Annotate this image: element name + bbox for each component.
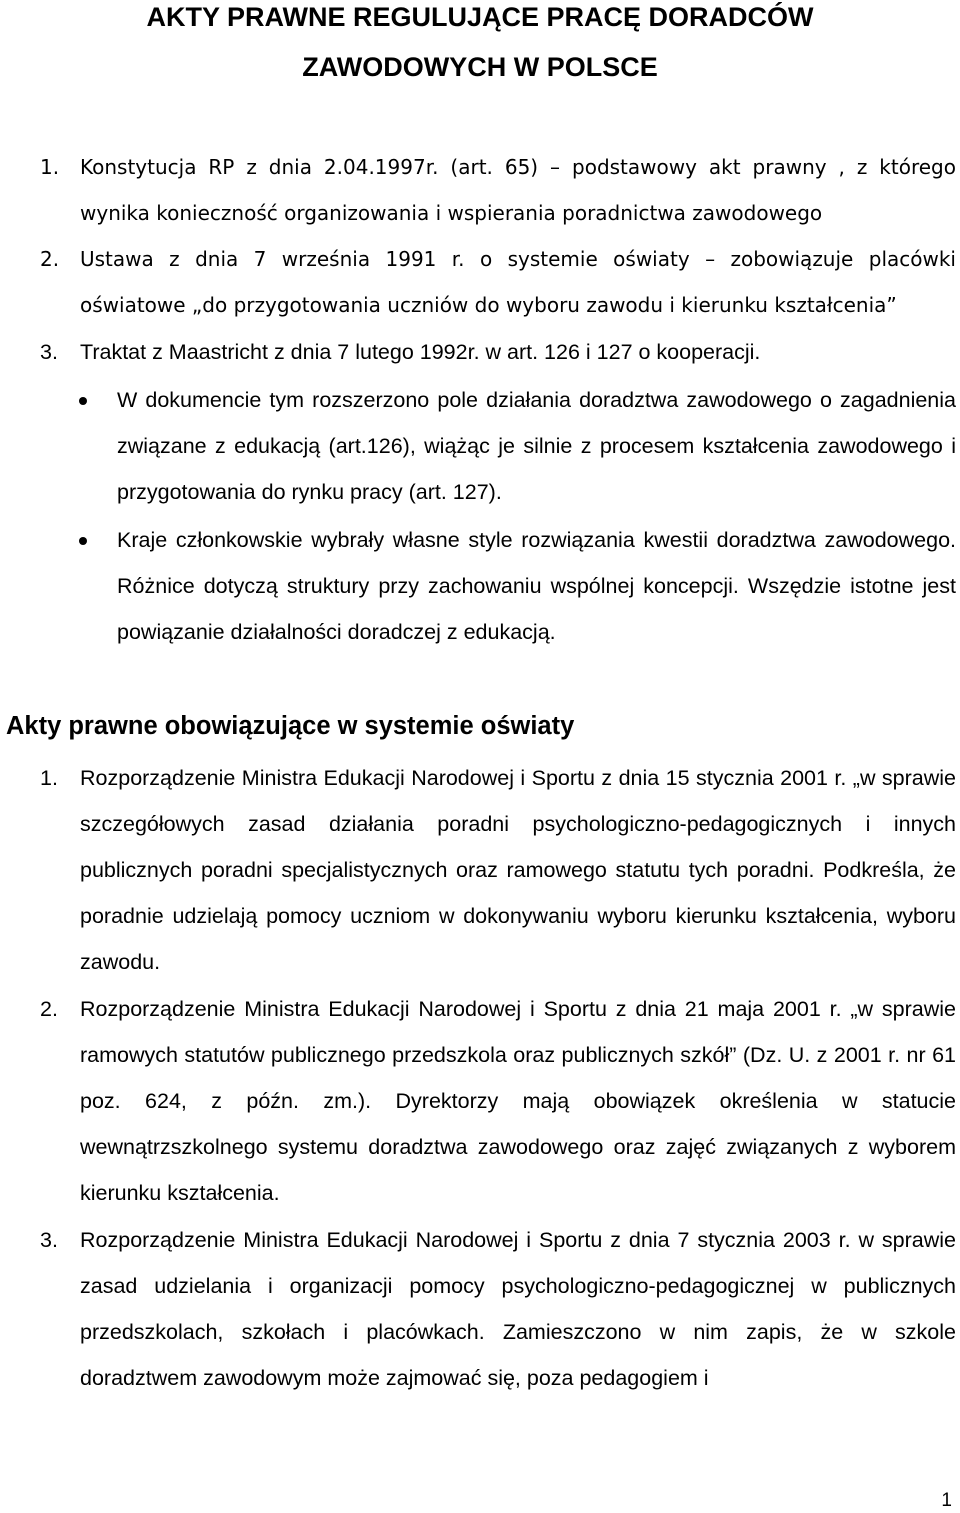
- list-item-number: 3.: [40, 1228, 58, 1252]
- document-title-line-2: ZAWODOWYCH W POLSCE: [302, 52, 658, 82]
- list-item: [40, 755, 956, 985]
- bullet-item: [117, 377, 956, 515]
- bullet-icon: [79, 397, 87, 405]
- list-item-text: Konstytucja RP z dnia 2.04.1997r. (art. 65) – podstawowy akt prawny , z którego wynika konieczność organizowania i wspierania poradnictwa zawodowego: [80, 155, 956, 225]
- list-item-text: Rozporządzenie Ministra Edukacji Narodowej i Sportu z dnia 21 maja 2001 r. „w sprawie ramowych statutów publicznego przedszkola oraz publicznych szkół” (Dz. U. z 2001 r. nr 61 poz. 624, z późn. zm.). Dyrektorzy mają obowiązek określenia w statucie wewnątrzszkolnego systemu doradztwa zawodowego oraz zajęć związanych z wyborem kierunku kształcenia.: [80, 997, 956, 1205]
- list-item-number: 2.: [40, 997, 58, 1021]
- page-number: 1: [941, 1490, 952, 1511]
- list-item-number: 3.: [40, 340, 58, 364]
- list-item-text: Rozporządzenie Ministra Edukacji Narodowej i Sportu z dnia 15 stycznia 2001 r. „w sprawie szczegółowych zasad działania poradni psychologiczno-pedagogicznych i innych publicznych poradni specjalistycznych oraz ramowego statutu tych poradni. Podkreśla, że poradnie udzielają pomocy uczniom w dokonywaniu wyboru kierunku kształcenia, wyboru zawodu.: [80, 766, 956, 974]
- list-item-number: 1.: [40, 155, 60, 179]
- bullet-text: W dokumencie tym rozszerzono pole działania doradztwa zawodowego o zagadnienia związane z edukacją (art.126), wiążąc je silnie z procesem kształcenia zawodowego i przygotowania do rynku pracy (art. 127).: [117, 388, 956, 504]
- list-item: [40, 1217, 956, 1401]
- list-item-text: Traktat z Maastricht z dnia 7 lutego 1992r. w art. 126 i 127 o kooperacji.: [80, 340, 761, 364]
- bullet-icon: [79, 537, 87, 545]
- list-item-number: 2.: [40, 247, 60, 271]
- list-item-text: Ustawa z dnia 7 września 1991 r. o systemie oświaty – zobowiązuje placówki oświatowe „do przygotowania uczniów do wyboru zawodu i kierunku kształcenia”: [80, 247, 956, 317]
- section-heading: Akty prawne obowiązujące w systemie oświaty: [6, 712, 575, 740]
- list-item: [40, 329, 956, 375]
- bullet-item: [117, 517, 956, 655]
- list-item: [40, 236, 956, 328]
- list-item: [40, 986, 956, 1216]
- document-title-line-1: AKTY PRAWNE REGULUJĄCE PRACĘ DORADCÓW: [146, 2, 814, 32]
- list-item: [40, 144, 956, 236]
- list-item-text: Rozporządzenie Ministra Edukacji Narodowej i Sportu z dnia 7 stycznia 2003 r. w sprawie zasad udzielania i organizacji pomocy psychologiczno-pedagogicznej w publicznych przedszkolach, szkołach i placówkach. Zamieszczono w nim zapis, że w szkole doradztwem zawodowym może zajmować się, poza pedagogiem i: [80, 1228, 956, 1390]
- list-item-number: 1.: [40, 766, 58, 790]
- bullet-text: Kraje członkowskie wybrały własne style rozwiązania kwestii doradztwa zawodowego. Różnice dotyczą struktury przy zachowaniu wspólnej koncepcji. Wszędzie istotne jest powiązanie działalności doradczej z edukacją.: [117, 528, 956, 644]
